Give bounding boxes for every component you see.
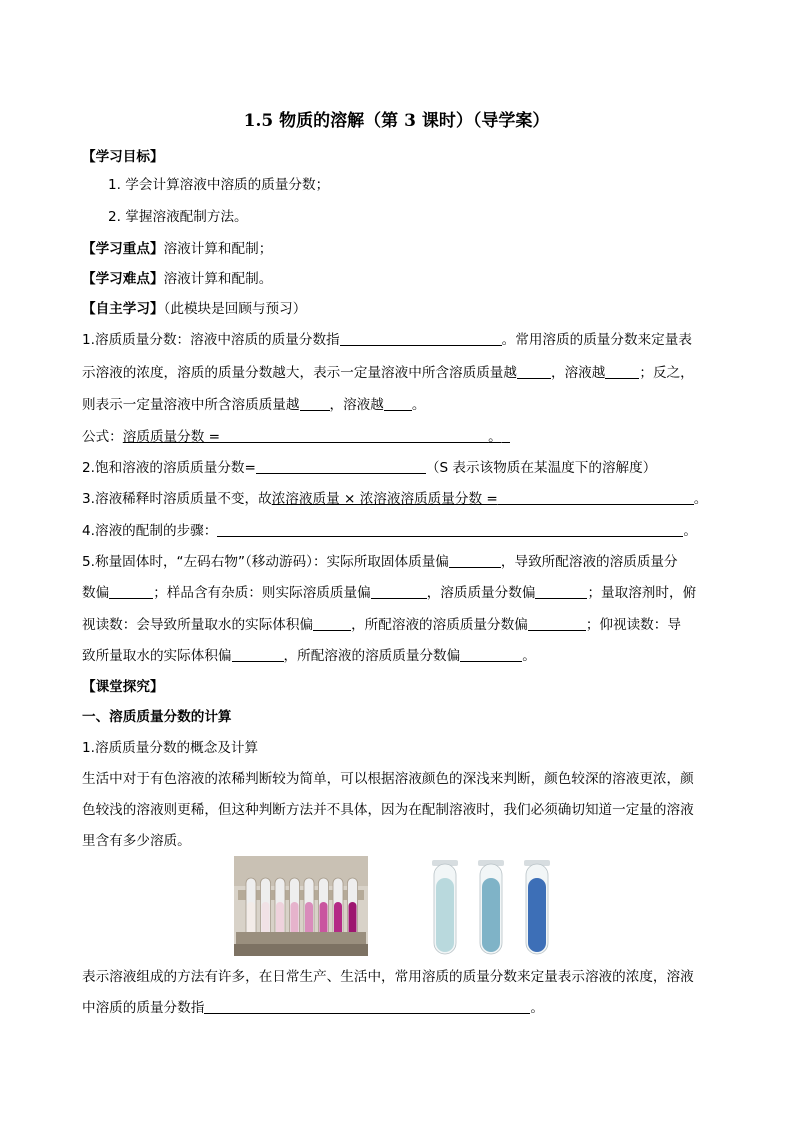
q3-text: 3.溶液稀释时溶质质量不变，故 xyxy=(82,491,272,507)
goals-heading: 【学习目标】 xyxy=(82,149,164,165)
q1-text: 则表示一定量溶液中所含溶质质量越 xyxy=(82,397,300,413)
difficulty-line xyxy=(82,270,272,288)
q5-text: 5.称量固体时，“左码右物”（移动游码）：实际所取固体质量偏 xyxy=(82,554,449,570)
key-point-line xyxy=(82,240,272,258)
q1-text: ，溶液越 xyxy=(551,365,606,381)
q5-line-2 xyxy=(82,584,696,602)
blue-test-tubes-photo xyxy=(424,856,558,956)
page-title: 1.5 物质的溶解（第 3 课时）（导学案） xyxy=(243,111,550,131)
goal-item: 1. 学会计算溶液中溶质的质量分数； xyxy=(108,177,330,193)
q4-text: 4.溶液的配制的步骤： xyxy=(82,523,218,539)
q1-text: ；反之， xyxy=(639,365,694,381)
paragraph-line: 里含有多少溶质。 xyxy=(82,833,191,849)
tube-solution xyxy=(305,902,313,937)
tube-solution xyxy=(528,878,546,952)
formula-prefix: 公式： xyxy=(82,429,123,445)
q1-line-1 xyxy=(82,331,692,349)
tube-solution xyxy=(334,902,342,937)
goal-item: 2. 掌握溶液配制方法。 xyxy=(108,209,248,225)
q2-text: （S 表示该物质在某温度下的溶解度） xyxy=(425,460,657,476)
key-point-label: 【学习重点】 xyxy=(82,241,164,257)
tube-solution xyxy=(436,878,454,952)
q5-line-3 xyxy=(82,616,681,634)
q5-text: ；样品含有杂质：则实际溶质质量偏 xyxy=(153,585,371,601)
formula-text: 溶质质量分数 = xyxy=(122,429,221,445)
q4-text: 。 xyxy=(683,523,697,539)
answer-blank[interactable] xyxy=(220,428,488,443)
formula-end: 。 xyxy=(488,429,502,445)
answer-blank[interactable] xyxy=(109,584,153,599)
answer-blank[interactable] xyxy=(232,647,284,662)
difficulty-label: 【学习难点】 xyxy=(82,271,164,287)
formula-line xyxy=(82,428,510,446)
paragraph-line: 表示溶液组成的方法有许多，在日常生产、生活中，常用溶质的质量分数来定量表示溶液的浓度，溶液 xyxy=(82,969,694,985)
answer-blank[interactable] xyxy=(460,647,522,662)
definition-line xyxy=(82,999,544,1017)
self-study-note: （此模块是回顾与预习） xyxy=(163,301,307,317)
q5-text: 视读数：会导致所量取水的实际体积偏 xyxy=(82,617,314,633)
tube-solution xyxy=(276,902,284,937)
q2-text: 2.饱和溶液的溶质质量分数= xyxy=(82,460,256,476)
q3-formula: 浓溶液质量 × 浓溶液溶质质量分数 = xyxy=(271,491,498,507)
answer-blank[interactable] xyxy=(528,616,586,631)
q1-line-3 xyxy=(82,396,425,414)
tube-solution xyxy=(349,902,357,937)
q3-text: 。 xyxy=(693,491,708,507)
q1-text: 1.溶质质量分数：溶液中溶质的质量分数指 xyxy=(82,332,340,348)
tube-solution xyxy=(262,902,270,937)
subsection-heading: 1.溶质质量分数的概念及计算 xyxy=(82,740,259,756)
q5-text: ；仰视读数：导 xyxy=(585,617,681,633)
q5-line-4 xyxy=(82,647,536,665)
answer-blank[interactable] xyxy=(256,459,426,474)
answer-blank[interactable] xyxy=(340,331,502,346)
q5-text: 。 xyxy=(522,648,536,664)
q1-text: 示溶液的浓度，溶质的质量分数越大，表示一定量溶液中所含溶质质量越 xyxy=(82,365,517,381)
self-study-heading: 【自主学习】 xyxy=(82,301,164,317)
q5-text: ；量取溶剂时，俯 xyxy=(587,585,697,601)
q1-text: ，溶液越 xyxy=(329,397,384,413)
paragraph-line: 色较浅的溶液则更稀，但这种判断方法并不具体，因为在配制溶液时，我们必须确切知道一定量的溶液 xyxy=(82,802,694,818)
answer-blank[interactable] xyxy=(605,364,639,379)
q1-line-2 xyxy=(82,364,694,382)
q5-text: ，溶质质量分数偏 xyxy=(426,585,536,601)
answer-blank[interactable] xyxy=(313,616,351,631)
tube-solution xyxy=(482,878,500,952)
answer-blank[interactable] xyxy=(535,584,587,599)
tube-solution xyxy=(247,902,255,937)
difficulty-text: 溶液计算和配制。 xyxy=(163,271,273,287)
q2-line xyxy=(82,459,656,477)
q1-text: 。 xyxy=(411,397,426,413)
answer-blank[interactable] xyxy=(217,522,683,537)
definition-text: 。 xyxy=(530,1000,544,1016)
q3-line xyxy=(82,490,707,508)
answer-blank[interactable] xyxy=(300,396,330,411)
tube-solution xyxy=(320,902,328,937)
q5-text: ，所配溶液的溶质质量分数偏 xyxy=(351,617,528,633)
answer-blank[interactable] xyxy=(498,490,694,505)
answer-blank[interactable] xyxy=(517,364,551,379)
q1-text: 。常用溶质的质量分数来定量表 xyxy=(501,332,692,348)
answer-blank[interactable] xyxy=(449,553,501,568)
q5-text: ，导致所配溶液的溶质质量分 xyxy=(500,554,678,570)
answer-blank[interactable] xyxy=(204,999,530,1014)
paragraph-line: 生活中对于有色溶液的浓稀判断较为简单，可以根据溶液颜色的深浅来判断，颜色较深的溶液更浓，颜 xyxy=(82,771,694,787)
underline-tail xyxy=(502,428,510,443)
q5-line-1 xyxy=(82,553,678,571)
section-heading: 一、溶质质量分数的计算 xyxy=(82,709,232,725)
class-explore-heading: 【课堂探究】 xyxy=(82,679,164,695)
q5-text: ，所配溶液的溶质质量分数偏 xyxy=(283,648,461,664)
definition-text: 中溶质的质量分数指 xyxy=(82,1000,205,1016)
pink-test-tubes-photo xyxy=(234,856,368,956)
answer-blank[interactable] xyxy=(384,396,412,411)
q4-line xyxy=(82,522,697,540)
q5-text: 数偏 xyxy=(82,585,110,601)
key-point-text: 溶液计算和配制； xyxy=(163,241,273,257)
q5-text: 致所量取水的实际体积偏 xyxy=(82,648,232,664)
answer-blank[interactable] xyxy=(371,584,427,599)
tube-solution xyxy=(291,902,299,937)
self-study-line xyxy=(82,300,306,318)
